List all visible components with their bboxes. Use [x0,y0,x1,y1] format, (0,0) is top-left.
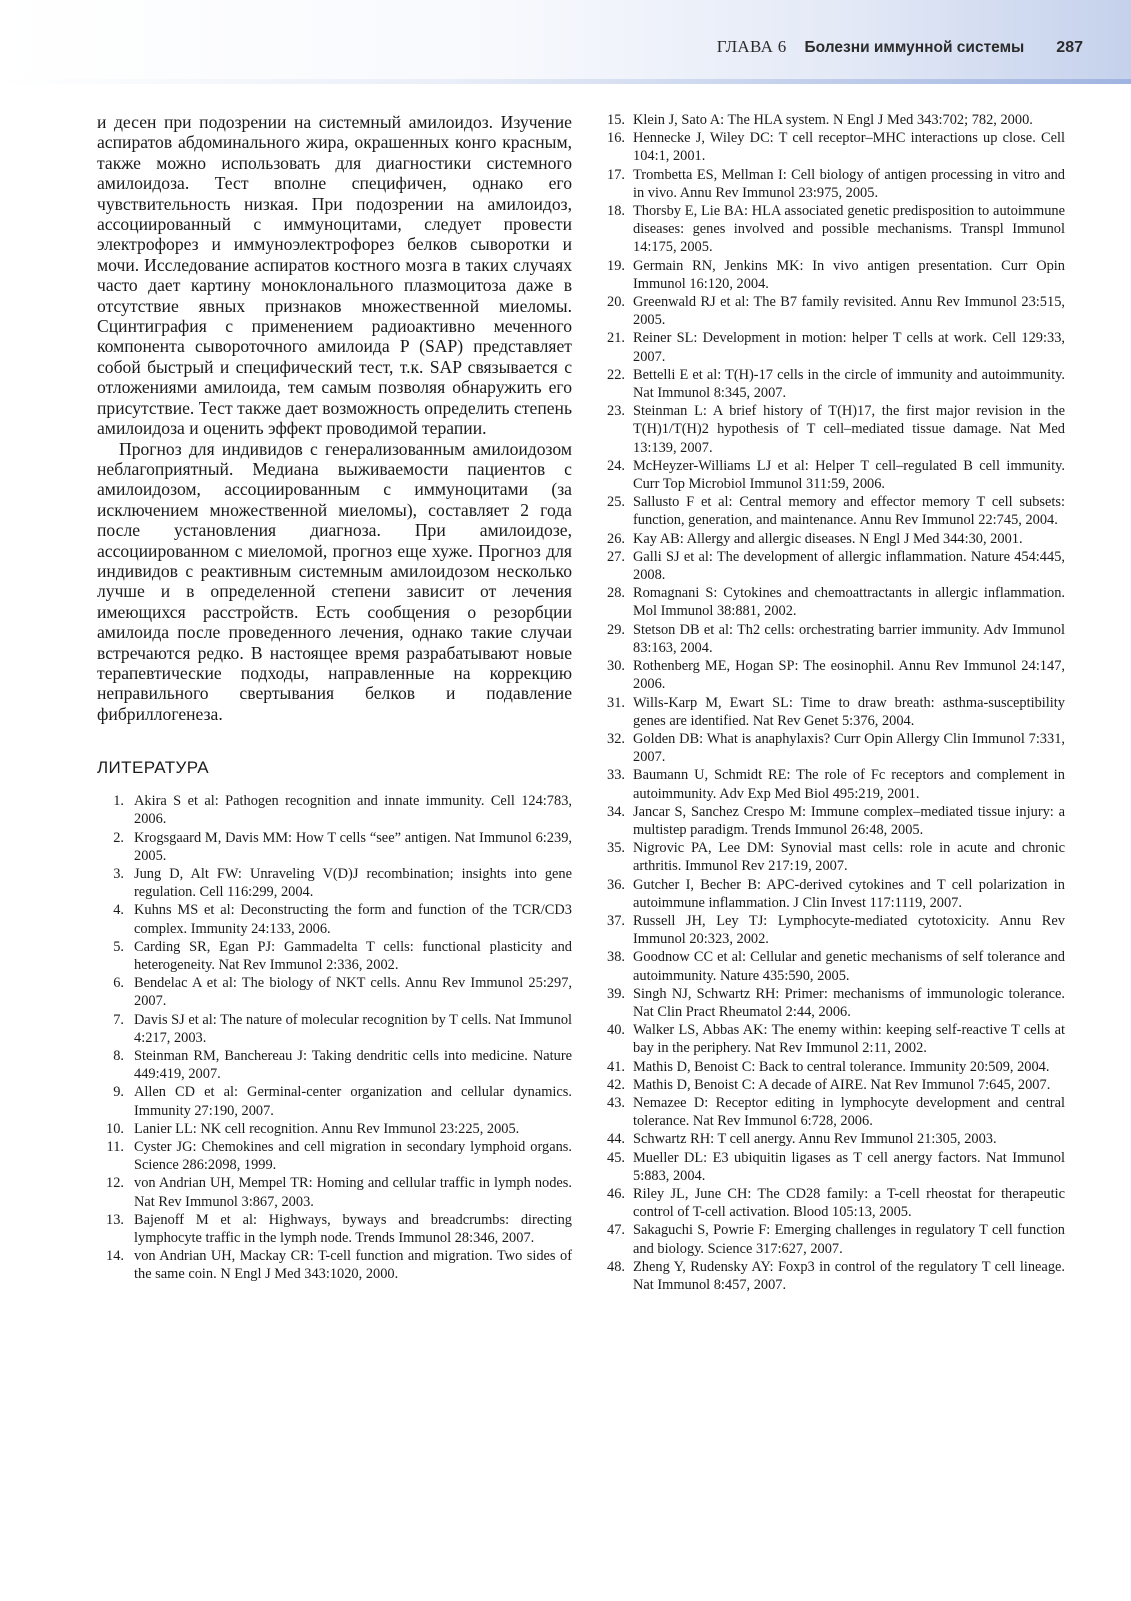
reference-item [603,293,1065,329]
reference-number: 20. [607,294,625,311]
reference-text: Steinman L: A brief history of T(H)17, the first major revision in the T(H)1/T(H)2 hypothesis of T cell–mediated tissue damage. Nat Med 13:139, 2007. [633,403,1065,456]
reference-number: 21. [607,330,625,347]
reference-item [603,621,1065,657]
reference-text: Zheng Y, Rudensky AY: Foxp3 in control of the regulatory T cell lineage. Nat Immunol 8:457, 2007. [633,1258,1065,1293]
reference-item [97,1011,572,1047]
reference-item [603,1149,1065,1185]
reference-number: 13. [106,1211,124,1228]
reference-number: 15. [607,112,625,128]
reference-item [603,493,1065,529]
reference-text: Sakaguchi S, Powrie F: Emerging challenges in regulatory T cell function and biology. Science 317:627, 2007. [633,1222,1065,1257]
reference-number: 5. [113,938,124,955]
reference-text: Cyster JG: Chemokines and cell migration in secondary lymphoid organs. Science 286:2098, 1999. [134,1139,572,1174]
reference-number: 30. [607,658,625,675]
reference-text: Walker LS, Abbas AK: The enemy within: keeping self-reactive T cells at bay in the periphery. Nat Rev Immunol 2:11, 2002. [633,1022,1065,1057]
reference-text: Galli SJ et al: The development of allergic inflammation. Nature 454:445, 2008. [633,548,1065,584]
reference-text: von Andrian UH, Mackay CR: T-cell function and migration. Two sides of the same coin. N Engl J Med 343:1020, 2000. [134,1248,572,1283]
reference-text: Singh NJ, Schwartz RH: Primer: mechanisms of immunologic tolerance. Nat Clin Pract Rheumatol 2:44, 2006. [633,985,1065,1020]
reference-item [603,166,1065,202]
reference-number: 16. [607,130,625,147]
reference-item [97,1047,572,1083]
reference-number: 36. [607,876,625,893]
reference-number: 47. [607,1222,625,1239]
reference-item [603,257,1065,293]
reference-text: Baumann U, Schmidt RE: The role of Fc receptors and complement in autoimmunity. Adv Exp Med Biol 495:219, 2001. [633,767,1065,802]
body-paragraph: и десен при подозрении на системный амилоидоз. Изучение аспиратов абдоминального жира, окрашенных конго красным, также можно использовать для диагностики системного амилоидоза. Тест вполне специфичен, однако его чувствительность низкая. При подозрении на амилоидоз, ассоциированный с иммуноцитами, следует провести электрофорез и иммуноэлектрофорез белков сыворотки и мочи. Исследование аспиратов костного мозга в таких случаях часто дает картину моноклонального плазмоцитоза даже в отсутствие явных признаков множественной миеломы. Сцинтиграфия с применением радиоактивно меченного компонента сывороточного амилоида P (SAP) представляет собой быстрый и специфический тест, т.к. SAP связывается с отложениями амилоида, тем самым позволяя обнаружить его присутствие. Тест также дает возможность определить степень амилоидоза и оценить эффект проводимой терапии. [97,112,572,439]
reference-number: 26. [607,530,625,547]
page-number: 287 [1056,39,1083,56]
reference-text: Rothenberg ME, Hogan SP: The eosinophil. Annu Rev Immunol 24:147, 2006. [633,658,1065,693]
reference-text: Carding SR, Egan PJ: Gammadelta T cells: functional plasticity and heterogeneity. Nat Rev Immunol 2:336, 2002. [134,938,572,974]
reference-number: 25. [607,494,625,511]
reference-number: 14. [106,1248,124,1265]
reference-item [603,1130,1065,1148]
reference-number: 1. [113,793,124,810]
reference-text: Mathis D, Benoist C: A decade of AIRE. Nat Rev Immunol 7:645, 2007. [633,1076,1051,1093]
reference-item [603,548,1065,584]
reference-item [603,402,1065,457]
reference-text: Jung D, Alt FW: Unraveling V(D)J recombination; insights into gene regulation. Cell 116:299, 2004. [134,866,572,901]
reference-item [97,865,572,901]
reference-number: 19. [607,257,625,274]
reference-text: Wills-Karp M, Ewart SL: Time to draw breath: asthma-susceptibility genes are identified. Nat Rev Genet 5:376, 2004. [633,694,1065,729]
reference-text: Steinman RM, Banchereau J: Taking dendritic cells into medicine. Nature 449:419, 2007. [134,1048,572,1083]
reference-item [97,974,572,1010]
chapter-label: ГЛАВА 6 [716,37,787,56]
reference-number: 46. [607,1185,625,1202]
reference-number: 39. [607,985,625,1002]
reference-number: 2. [113,829,124,846]
reference-text: Sallusto F et al: Central memory and effector memory T cell subsets: function, generation, and maintenance. Annu Rev Immunol 22:745, 2004. [633,494,1065,529]
reference-item [603,530,1065,548]
reference-item [97,1138,572,1174]
reference-item [603,129,1065,165]
reference-item [97,1174,572,1210]
reference-text: Riley JL, June CH: The CD28 family: a T-cell rheostat for therapeutic control of T-cell activation. Blood 105:13, 2005. [633,1185,1065,1221]
reference-item [97,829,572,865]
reference-item [603,457,1065,493]
reference-item [603,584,1065,620]
reference-item [603,1076,1065,1094]
reference-text: Jancar S, Sanchez Crespo M: Immune complex–mediated tissue injury: a multistep paradigm. Trends Immunol 26:48, 2005. [633,803,1065,838]
reference-number: 24. [607,457,625,474]
reference-item [603,985,1065,1021]
reference-text: Kuhns MS et al: Deconstructing the form and function of the TCR/CD3 complex. Immunity 24:133, 2006. [134,902,572,937]
reference-number: 43. [607,1094,625,1111]
reference-item [603,1094,1065,1130]
reference-item [97,938,572,974]
reference-item [603,111,1065,129]
reference-text: Bendelac A et al: The biology of NKT cells. Annu Rev Immunol 25:297, 2007. [134,975,572,1010]
reference-item [603,730,1065,766]
chapter-title: Болезни иммунной системы [804,39,1025,56]
reference-text: Gutcher I, Becher B: APC-derived cytokines and T cell polarization in autoimmune inflammation. J Clin Invest 117:1119, 2007. [633,876,1065,911]
references-heading: ЛИТЕРАТУРА [97,758,210,778]
reference-item [603,1221,1065,1257]
reference-item [97,1120,572,1138]
reference-number: 9. [113,1084,124,1101]
right-column [603,111,1065,1294]
reference-text: Russell JH, Ley TJ: Lymphocyte-mediated cytotoxicity. Annu Rev Immunol 20:323, 2002. [633,912,1065,948]
reference-text: Thorsby E, Lie BA: HLA associated genetic predisposition to autoimmune diseases: genes involved and possible mechanisms. Transpl Immunol 14:175, 2005. [633,203,1065,256]
reference-number: 27. [607,548,625,565]
reference-text: Romagnani S: Cytokines and chemoattractants in allergic inflammation. Mol Immunol 38:881, 2002. [633,585,1065,620]
reference-text: Akira S et al: Pathogen recognition and innate immunity. Cell 124:783, 2006. [134,793,572,828]
reference-text: Nemazee D: Receptor editing in lymphocyte development and central tolerance. Nat Rev Immunol 6:728, 2006. [633,1094,1065,1130]
reference-item [603,766,1065,802]
reference-number: 7. [113,1011,124,1028]
left-column [97,112,572,1284]
reference-text: Davis SJ et al: The nature of molecular recognition by T cells. Nat Immunol 4:217, 2003. [134,1011,573,1046]
reference-list-right [603,111,1065,1294]
reference-item [97,792,572,828]
reference-number: 44. [607,1131,625,1148]
reference-text: Lanier LL: NK cell recognition. Annu Rev Immunol 23:225, 2005. [134,1120,520,1137]
reference-number: 40. [607,1022,625,1039]
reference-text: Trombetta ES, Mellman I: Cell biology of antigen processing in vitro and in vivo. Annu Rev Immunol 23:975, 2005. [633,166,1065,201]
reference-text: Krogsgaard M, Davis MM: How T cells “see” antigen. Nat Immunol 6:239, 2005. [134,829,572,864]
reference-number: 38. [607,949,625,966]
reference-item [97,1211,572,1247]
reference-number: 17. [607,166,625,183]
reference-item [603,912,1065,948]
reference-number: 3. [113,866,124,882]
reference-text: McHeyzer-Williams LJ et al: Helper T cell–regulated B cell immunity. Curr Top Microbiol Immunol 311:59, 2006. [633,457,1065,493]
reference-number: 23. [607,403,625,420]
reference-text: Mueller DL: E3 ubiquitin ligases as T cell anergy factors. Nat Immunol 5:883, 2004. [633,1149,1065,1184]
reference-item [603,948,1065,984]
reference-text: Reiner SL: Development in motion: helper T cells at work. Cell 129:33, 2007. [633,330,1065,365]
reference-text: Germain RN, Jenkins MK: In vivo antigen presentation. Curr Opin Immunol 16:120, 2004. [633,257,1065,292]
reference-number: 41. [607,1058,625,1075]
reference-item [603,1058,1065,1076]
reference-item [603,839,1065,875]
reference-number: 29. [607,621,625,638]
reference-number: 4. [113,902,124,919]
reference-item [97,901,572,937]
reference-number: 45. [607,1149,625,1166]
reference-number: 6. [113,975,124,992]
reference-text: Hennecke J, Wiley DC: T cell receptor–MHC interactions up close. Cell 104:1, 2001. [633,130,1065,165]
reference-text: Mathis D, Benoist C: Back to central tolerance. Immunity 20:509, 2004. [633,1058,1050,1075]
reference-text: Bettelli E et al: T(H)-17 cells in the circle of immunity and autoimmunity. Nat Immunol 8:345, 2007. [633,366,1065,402]
reference-text: Stetson DB et al: Th2 cells: orchestrating barrier immunity. Adv Immunol 83:163, 2004. [633,621,1065,656]
reference-item [603,803,1065,839]
reference-number: 37. [607,912,625,929]
reference-text: Greenwald RJ et al: The B7 family revisited. Annu Rev Immunol 23:515, 2005. [633,294,1065,329]
reference-list-left [97,792,572,1283]
reference-text: Allen CD et al: Germinal-center organization and cellular dynamics. Immunity 27:190, 2007. [134,1084,572,1119]
reference-item [603,657,1065,693]
reference-text: Nigrovic PA, Lee DM: Synovial mast cells: role in acute and chronic arthritis. Immunol Rev 217:19, 2007. [633,840,1065,875]
reference-number: 33. [607,767,625,784]
reference-number: 35. [607,840,625,857]
body-paragraph: Прогноз для индивидов с генерализованным амилоидозом неблагоприятный. Медиана выживаемости пациентов с амилоидозом, ассоциированным с иммуноцитами (за исключением множественной миеломы), составляет 2 года после установления диагноза. При амилоидозе, ассоциированном с миеломой, прогноз еще хуже. Прогноз для индивидов с реактивным системным амилоидозом несколько лучше и в определенной степени зависит от лечения имеющихся расстройств. Есть сообщения о резорбции амилоида после проведенного лечения, однако такие случаи встречаются редко. В настоящее время разрабатывают новые терапевтические подходы, направленные на коррекцию неправильного свертывания белков и подавление фибриллогенеза. [97,438,572,724]
reference-text: Goodnow CC et al: Cellular and genetic mechanisms of self tolerance and autoimmunity. Nature 435:590, 2005. [633,949,1065,984]
reference-text: Bajenoff M et al: Highways, byways and breadcrumbs: directing lymphocyte traffic in the lymph node. Trends Immunol 28:346, 2007. [134,1211,572,1247]
reference-item [603,329,1065,365]
reference-item [603,366,1065,402]
reference-text: Golden DB: What is anaphylaxis? Curr Opin Allergy Clin Immunol 7:331, 2007. [633,730,1065,766]
running-head [717,37,1083,57]
reference-item [603,1258,1065,1294]
reference-number: 12. [106,1175,124,1192]
reference-item [603,694,1065,730]
reference-number: 11. [106,1139,124,1156]
reference-number: 32. [607,730,625,747]
reference-item [97,1083,572,1119]
reference-text: Schwartz RH: T cell anergy. Annu Rev Immunol 21:305, 2003. [633,1131,997,1148]
reference-item [603,1021,1065,1057]
reference-number: 34. [607,803,625,820]
reference-number: 22. [607,366,625,383]
reference-text: Klein J, Sato A: The HLA system. N Engl J Med 343:702; 782, 2000. [633,112,1033,128]
reference-number: 18. [607,203,625,220]
reference-item [603,1185,1065,1221]
reference-item [97,1247,572,1283]
reference-number: 28. [607,585,625,602]
reference-number: 48. [607,1258,625,1275]
reference-item [603,202,1065,257]
reference-number: 10. [106,1120,124,1137]
reference-number: 31. [607,694,625,711]
header-rule [0,79,1131,84]
reference-number: 42. [607,1076,625,1093]
reference-number: 8. [113,1048,124,1065]
reference-text: Kay AB: Allergy and allergic diseases. N Engl J Med 344:30, 2001. [633,530,1023,547]
reference-text: von Andrian UH, Mempel TR: Homing and cellular traffic in lymph nodes. Nat Rev Immunol 3:867, 2003. [134,1175,572,1210]
reference-item [603,876,1065,912]
